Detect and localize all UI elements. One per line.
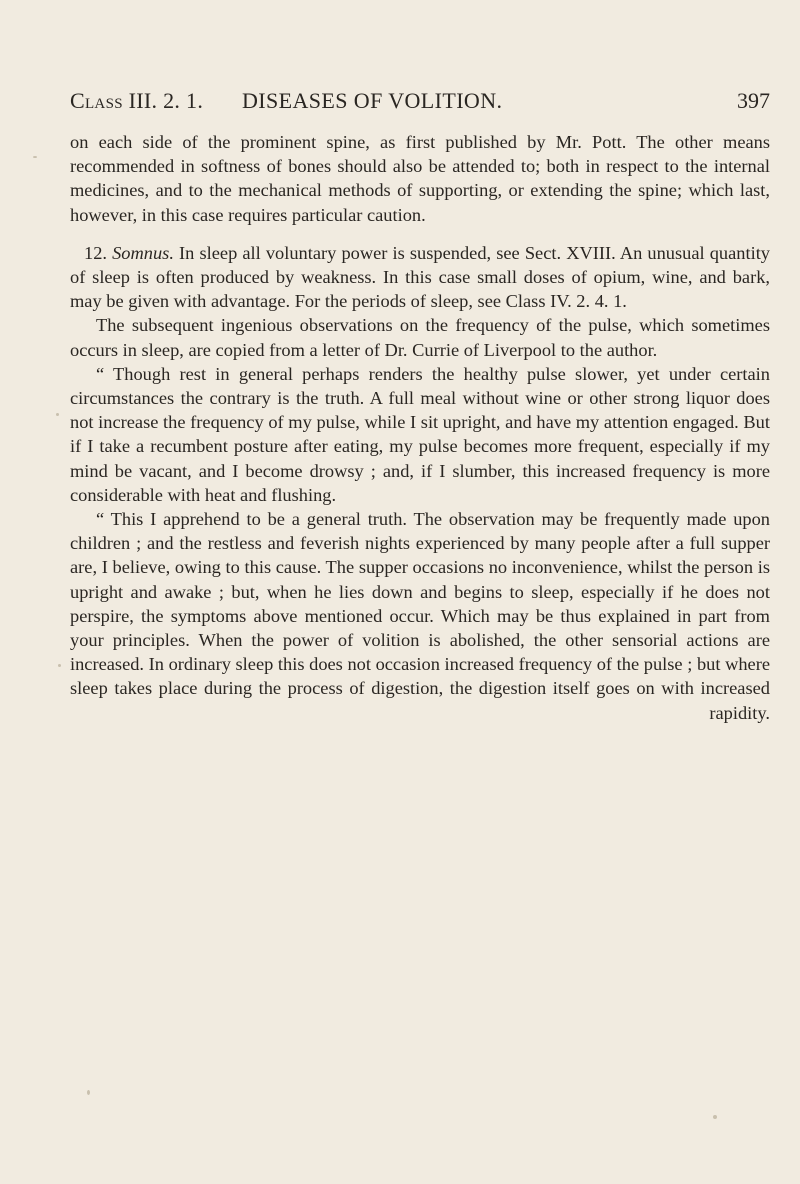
margin-speck xyxy=(87,1090,90,1095)
section-somnus xyxy=(70,241,770,314)
running-header xyxy=(70,88,770,118)
class-reference: Class III. 2. 1. xyxy=(70,88,204,113)
paragraph-observations: The subsequent ingenious observations on the frequency of the pulse, which sometimes occurs in sleep, are copied from a letter of Dr. Currie of Liverpool to the author. xyxy=(70,315,770,360)
section-title: Somnus. xyxy=(112,242,174,263)
section-number: 12. xyxy=(84,242,113,263)
page-number: 397 xyxy=(737,88,770,113)
paragraph-quote-1: “ Though rest in general perhaps renders the healthy pulse slower, yet under certain circumstances the contrary is the truth. A full meal without wine or other strong liquor does not increase the frequency of my pulse, while I sit upright, and have my attention engaged. But if I take a recumbent posture after eating, my pulse becomes more frequent, especially if my mind be vacant, and I become drowsy ; and, if I slumber, this increased frequency is more considerable with heat and flushing. xyxy=(70,363,770,505)
chapter-title: DISEASES OF VOLITION. xyxy=(242,88,503,113)
paragraph-quote-2: “ This I apprehend to be a general truth. The observation may be frequently made upon children ; and the restless and feverish nights experienced by many people after a full supper are, I believe, owing to this cause. The supper occasions no inconvenience, whilst the person is upright and awake ; but, when he lies down and begins to sleep, especially if he does not perspire, the symptoms above mentioned occur. Which may be thus explained in part from your principles. When the power of volition is abolished, the other sensorial actions are increased. In ordinary sleep this does not occasion increased frequency of the pulse ; but where sleep takes place during the process of digestion, the digestion itself goes on with increased rapidity. xyxy=(70,509,770,723)
margin-speck xyxy=(33,156,37,158)
paragraph-continuation: on each side of the prominent spine, as first published by Mr. Pott. The other means recommended in softness of bones should also be attended to; both in respect to the internal medicines, and to the mechanical methods of supporting, or extending the spine; which last, however, in this case requires particular caution. xyxy=(70,132,770,225)
body-text xyxy=(70,130,770,725)
margin-speck xyxy=(713,1115,717,1119)
margin-speck xyxy=(58,664,61,667)
margin-speck xyxy=(56,413,59,416)
section-text: In sleep all voluntary power is suspended, see Sect. XVIII. An unusual quantity of sleep is often produced by weakness. In this case small doses of opium, wine, and bark, may be given with advantage. For the periods of sleep, see Class IV. 2. 4. 1. xyxy=(70,242,770,312)
